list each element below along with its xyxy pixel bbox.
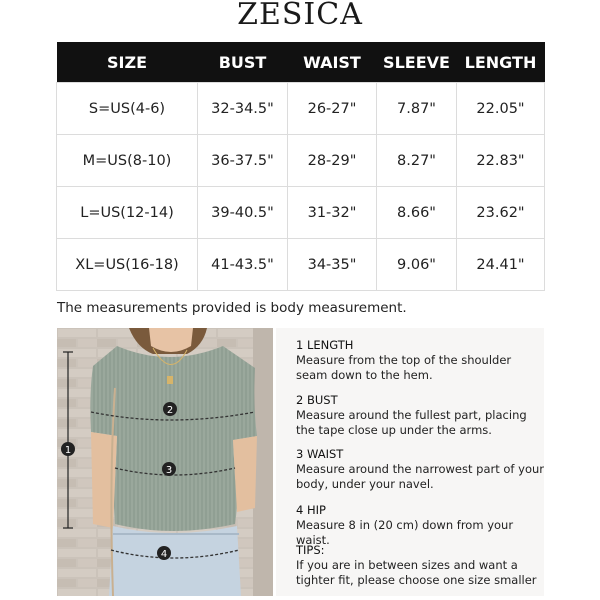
brand-logo: ZESICA (237, 0, 363, 32)
table-cell: 32-34.5" (198, 83, 288, 135)
model-illustration (57, 328, 273, 596)
guide-length-text: Measure from the top of the shoulder seam down to the hem. (296, 353, 512, 382)
guide-waist-text: Measure around the narrowest part of your body, under your navel. (296, 462, 544, 491)
marker-4-label: 4 (160, 549, 168, 560)
guide-bust-title: 2 BUST (296, 393, 338, 407)
table-row (57, 135, 545, 187)
measure-guide (276, 328, 544, 596)
table-cell: 22.05" (457, 83, 545, 135)
guide-tips-text: If you are in between sizes and want a tighter fit, please choose one size smaller (296, 558, 537, 587)
header-sleeve: SLEEVE (377, 42, 457, 83)
header-length: LENGTH (457, 42, 545, 83)
guide-waist-title: 3 WAIST (296, 447, 344, 461)
table-cell: 24.41" (457, 239, 545, 291)
guide-hip (296, 503, 546, 548)
measurement-note: The measurements provided is body measurement. (57, 300, 407, 316)
table-cell: M=US(8-10) (57, 135, 198, 187)
table-header-row (57, 42, 545, 83)
guide-waist (296, 447, 546, 492)
table-cell: 36-37.5" (198, 135, 288, 187)
table-cell: L=US(12-14) (57, 187, 198, 239)
header-size: SIZE (57, 42, 198, 83)
table-cell: 23.62" (457, 187, 545, 239)
table-cell: 41-43.5" (198, 239, 288, 291)
table-cell: 26-27" (288, 83, 377, 135)
table-cell: XL=US(16-18) (57, 239, 198, 291)
table-cell: 31-32" (288, 187, 377, 239)
table-cell: 8.27" (377, 135, 457, 187)
neck (149, 328, 193, 352)
table-row (57, 83, 545, 135)
guide-tips (296, 543, 546, 588)
guide-bust (296, 393, 546, 438)
table-cell: S=US(4-6) (57, 83, 198, 135)
marker-2-label: 2 (166, 405, 174, 416)
guide-length-title: 1 LENGTH (296, 338, 354, 352)
table-row (57, 239, 545, 291)
arm-right (233, 436, 257, 512)
necklace-pendant (167, 376, 173, 384)
marker-1-label: 1 (64, 445, 72, 456)
model-photo (57, 328, 273, 596)
table-cell: 22.83" (457, 135, 545, 187)
table-cell: 28-29" (288, 135, 377, 187)
jeans (109, 526, 241, 596)
guide-hip-text: Measure 8 in (20 cm) down from your waist. (296, 518, 514, 547)
header-waist: WAIST (288, 42, 377, 83)
table-cell: 8.66" (377, 187, 457, 239)
table-cell: 9.06" (377, 239, 457, 291)
size-chart-table (56, 42, 545, 291)
header-bust: BUST (198, 42, 288, 83)
marker-3-label: 3 (165, 465, 173, 476)
table-cell: 7.87" (377, 83, 457, 135)
guide-hip-title: 4 HIP (296, 503, 326, 517)
guide-bust-text: Measure around the fullest part, placing the tape close up under the arms. (296, 408, 527, 437)
table-row (57, 187, 545, 239)
guide-tips-title: TIPS: (296, 543, 325, 557)
guide-length (296, 338, 546, 383)
table-cell: 34-35" (288, 239, 377, 291)
table-cell: 39-40.5" (198, 187, 288, 239)
